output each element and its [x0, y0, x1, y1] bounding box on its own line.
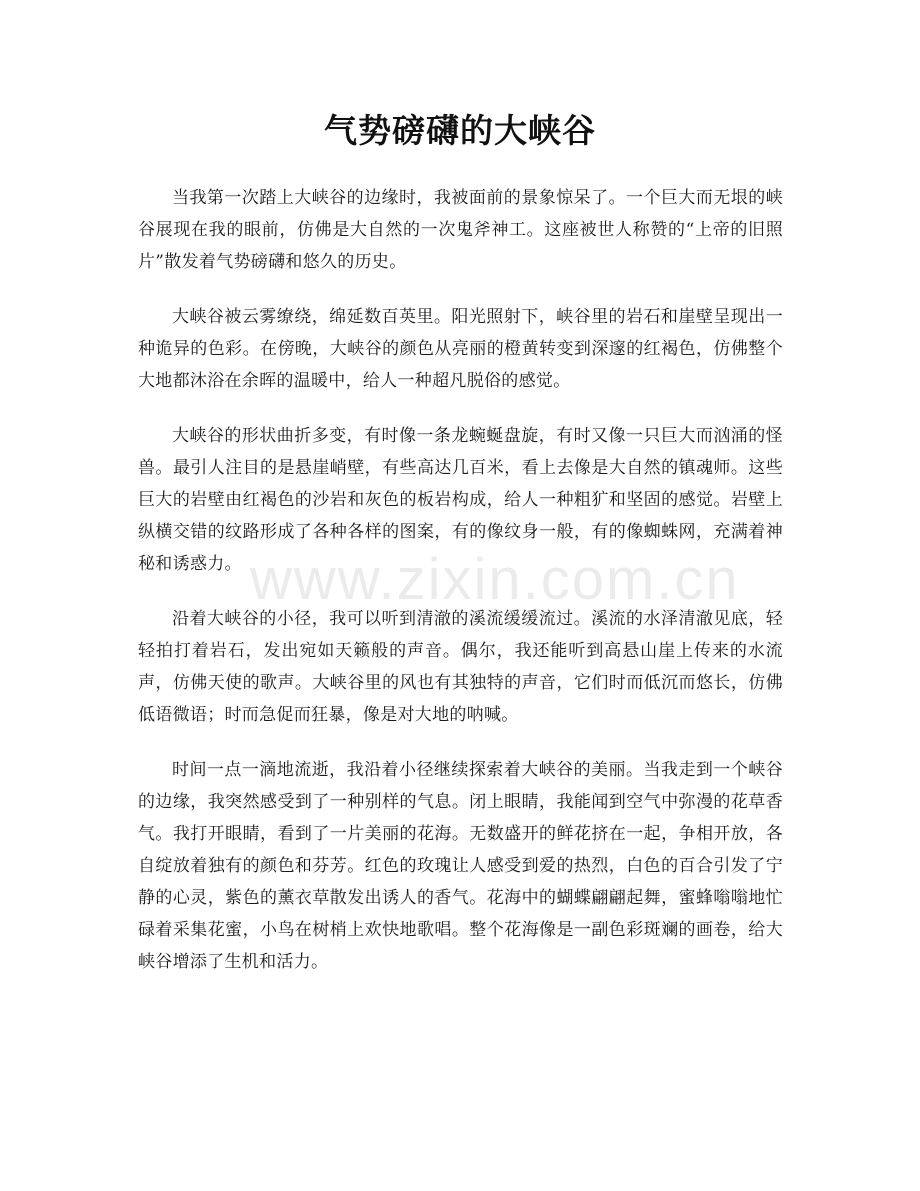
document-title: 气势磅礴的大峡谷	[324, 111, 596, 150]
paragraph-3: 大峡谷的形状曲折多变，有时像一条龙蜿蜒盘旋，有时又像一只巨大而汹涌的怪兽。最引人注目的是悬崖峭壁，有些高达几百米，看上去像是大自然的镇魂师。这些巨大的岩壁由红褐色的沙岩和灰色的板岩构成，给人一种粗犷和坚固的感觉。岩壁上纵横交错的纹路形成了各种各样的图案，有的像纹身一般，有的像蜘蛛网，充满着神秘和诱惑力。	[138, 426, 783, 574]
paragraph-2: 大峡谷被云雾缭绕，绵延数百英里。阳光照射下，峡谷里的岩石和崖壁呈现出一种诡异的色彩。在傍晚，大峡谷的颜色从亮丽的橙黄转变到深邃的红褐色，仿佛整个大地都沐浴在余晖的温暖中，给人一种超凡脱俗的感觉。	[138, 307, 783, 391]
paragraph-1: 当我第一次踏上大峡谷的边缘时，我被面前的景象惊呆了。一个巨大而无垠的峡谷展现在我的眼前，仿佛是大自然的一次鬼斧神工。这座被世人称赞的“上帝的旧照片”散发着气势磅礴和悠久的历史。	[138, 188, 783, 272]
document-body	[138, 182, 783, 1001]
paragraph-4: 沿着大峡谷的小径，我可以听到清澈的溪流缓缓流过。溪流的水泽清澈见底，轻轻拍打着岩石，发出宛如天籁般的声音。偶尔，我还能听到高悬山崖上传来的水流声，仿佛天使的歌声。大峡谷里的风也有其独特的声音，它们时而低沉而悠长，仿佛低语微语；时而急促而狂暴，像是对大地的呐喊。	[138, 609, 783, 725]
watermark: www.zixin.com.cn	[250, 547, 740, 612]
paragraph-5: 时间一点一滴地流逝，我沿着小径继续探索着大峡谷的美丽。当我走到一个峡谷的边缘，我突然感受到了一种别样的气息。闭上眼睛，我能闻到空气中弥漫的花草香气。我打开眼睛，看到了一片美丽的花海。无数盛开的鲜花挤在一起，争相开放，各自绽放着独有的颜色和芬芳。红色的玫瑰让人感受到爱的热烈，白色的百合引发了宁静的心灵，紫色的薰衣草散发出诱人的香气。花海中的蝴蝶翩翩起舞，蜜蜂嗡嗡地忙碌着采集花蜜，小鸟在树梢上欢快地歌唱。整个花海像是一副色彩斑斓的画卷，给大峡谷增添了生机和活力。	[138, 760, 783, 972]
